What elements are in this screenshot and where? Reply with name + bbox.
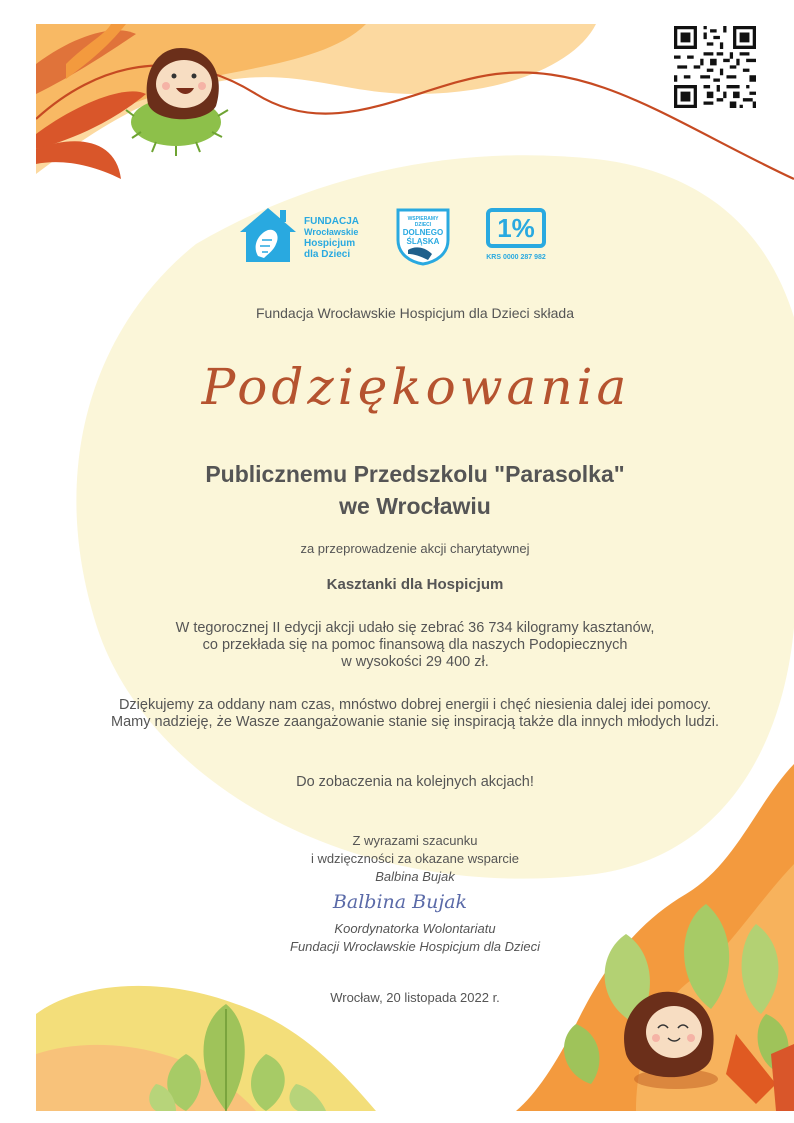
gratitude-line: i wdzięczności za okazane wsparcie: [310, 851, 520, 866]
place-and-date: Wrocław, 20 listopada 2022 r.: [330, 990, 500, 1005]
foundation-logo-text: [304, 216, 359, 260]
wspieramy-line-3: DOLNEGO: [402, 228, 444, 237]
logo-line-2: Wrocławskie: [304, 227, 359, 237]
intro-text: Fundacja Wrocławskie Hospicjum dla Dzieci składa: [256, 305, 574, 321]
logo-line-4: dla Dzieci: [304, 249, 351, 260]
closing-text: Do zobaczenia na kolejnych akcjach!: [296, 774, 534, 790]
qr-code-icon: [674, 26, 756, 108]
signatory-organization: Fundacji Wrocławskie Hospicjum dla Dzieci: [290, 939, 540, 954]
action-name: Kasztanki dla Hospicjum: [326, 576, 504, 593]
leaf-top-3: [36, 141, 121, 179]
signature-scribble: Balbina Bujak: [332, 891, 468, 913]
recipient-name: [36, 458, 794, 522]
handwritten-signature: [320, 884, 480, 918]
paragraph-results: [36, 620, 794, 671]
regards-line: Z wyrazami szacunku: [352, 833, 478, 848]
logo-line-1: FUNDACJA: [304, 216, 359, 227]
paragraph-line: Dziękujemy za oddany nam czas, mnóstwo dobrej energii i chęć niesienia dalej idei pomocy.: [118, 697, 712, 713]
hospice-house-logo-icon: [236, 204, 300, 266]
krs-number: KRS 0000 287 982: [486, 254, 546, 261]
recipient-line-2: we Wrocławiu: [339, 493, 491, 519]
certificate-page: [36, 24, 794, 1111]
recipient-line-1: Publicznemu Przedszkolu "Parasolka": [205, 461, 625, 487]
wspieramy-line-4: ŚLĄSKA: [406, 237, 440, 246]
wspieramy-line-2: DZIECI: [414, 222, 432, 228]
logo-line-3: Hospicjum: [304, 238, 356, 249]
wspieramy-logo-text: [402, 216, 444, 246]
paragraph-line: co przekłada się na pomoc finansową dla naszych Podopiecznych: [202, 637, 628, 653]
for-line: za przeprowadzenie akcji charytatywnej: [300, 541, 530, 556]
page-title: [156, 342, 676, 432]
signatory-name: Balbina Bujak: [375, 869, 455, 884]
paragraph-line: Mamy nadzieję, że Wasze zaangażowanie stanie się inspiracją także dla innych młodych ludzi.: [111, 714, 719, 730]
paragraph-thanks: [36, 697, 794, 731]
title-text: Podziękowania: [201, 358, 631, 416]
one-percent-logo: 1%: [486, 208, 546, 248]
signatory-role: Koordynatorka Wolontariatu: [334, 921, 496, 936]
paragraph-line: w wysokości 29 400 zł.: [341, 654, 489, 670]
paragraph-line: W tegorocznej II edycji akcji udało się zebrać 36 734 kilogramy kasztanów,: [175, 620, 655, 636]
wspieramy-line-1: WSPIERAMY: [407, 216, 439, 222]
